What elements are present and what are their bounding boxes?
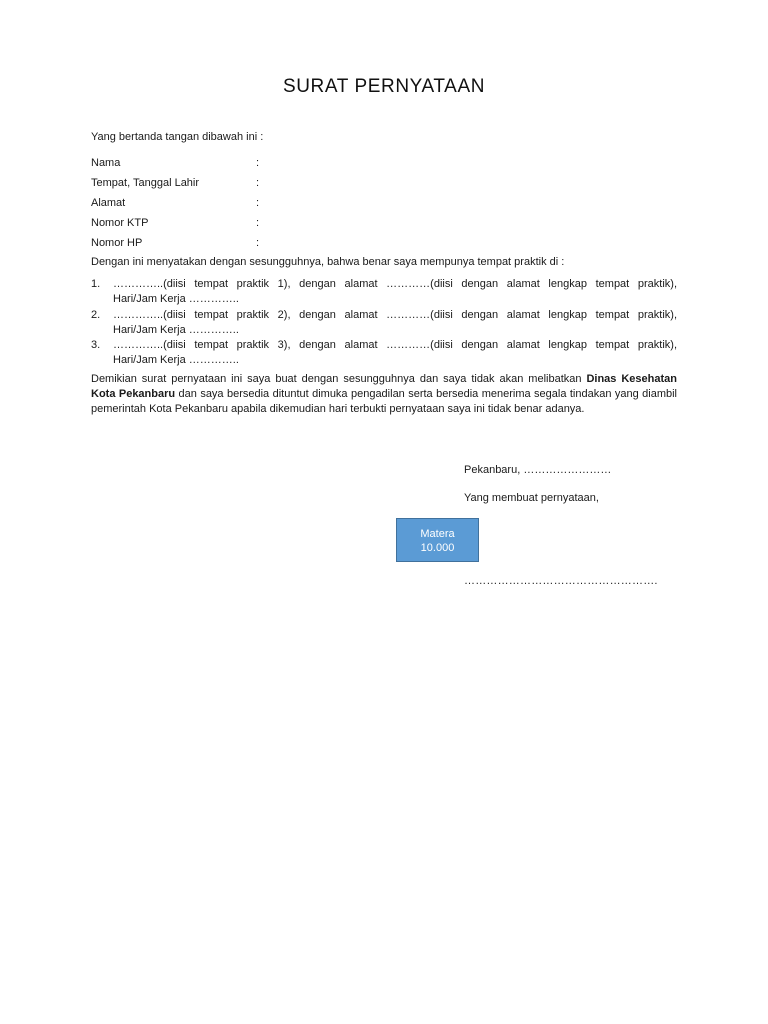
signature-maker-label: Yang membuat pernyataan, xyxy=(464,492,599,504)
field-label: Nomor HP xyxy=(91,236,143,249)
stamp-value: 10.000 xyxy=(420,542,455,555)
practice-line: …………..(diisi tempat praktik 1), dengan alamat …………(diisi dengan alamat lengkap tempat praktik), xyxy=(113,278,677,290)
signature-name-line: ……………………………………………. xyxy=(464,575,658,587)
intro-text: Yang bertanda tangan dibawah ini : xyxy=(91,131,264,143)
field-row-tempat-tanggal-lahir xyxy=(91,173,266,193)
list-number: 2. xyxy=(91,308,101,321)
list-body xyxy=(113,338,677,368)
field-row-nomor-hp xyxy=(91,233,266,253)
closing-text-after: dan saya bersedia dituntut dimuka pengadilan serta bersedia menerima segala tindakan yang diambil pemerintah Kota Pekanbaru apabila dikemudian hari terbukti pernyataan saya ini tidak benar adanya. xyxy=(91,387,677,415)
field-label: Tempat, Tanggal Lahir xyxy=(91,176,200,189)
identity-fields xyxy=(91,153,266,253)
list-item xyxy=(91,338,677,368)
practice-line: …………..(diisi tempat praktik 2), dengan alamat …………(diisi dengan alamat lengkap tempat praktik), xyxy=(113,308,677,321)
list-body xyxy=(113,277,677,307)
field-colon: : xyxy=(256,196,260,209)
page-title: SURAT PERNYATAAN xyxy=(282,76,486,97)
practice-hours: Hari/Jam Kerja ………….. xyxy=(113,354,239,367)
field-row-alamat xyxy=(91,193,266,213)
declaration-text: Dengan ini menyatakan dengan sesungguhnya, bahwa benar saya mempunya tempat praktik di : xyxy=(91,256,565,268)
field-colon: : xyxy=(256,236,260,249)
list-item xyxy=(91,308,677,338)
field-row-nomor-ktp xyxy=(91,213,266,233)
list-item xyxy=(91,277,677,307)
field-label: Nama xyxy=(91,156,121,169)
field-label: Alamat xyxy=(91,196,126,209)
closing-bold-institution: Dinas Kesehatan Kota Pekanbaru xyxy=(91,373,677,400)
field-label: Nomor KTP xyxy=(91,216,149,229)
list-body xyxy=(113,308,677,338)
practice-list xyxy=(91,277,677,369)
list-number: 3. xyxy=(91,339,101,352)
practice-hours: Hari/Jam Kerja ………….. xyxy=(113,323,239,336)
closing-paragraph xyxy=(91,372,677,417)
stamp-duty-box xyxy=(396,518,479,562)
list-number: 1. xyxy=(91,278,101,290)
closing-text-before: Demikian surat pernyataan ini saya buat dengan sesungguhnya dan saya tidak akan melibatkan xyxy=(91,373,587,385)
field-row-nama xyxy=(91,153,266,173)
field-colon: : xyxy=(256,176,260,189)
practice-hours: Hari/Jam Kerja ………….. xyxy=(113,292,239,305)
stamp-label: Matera xyxy=(420,528,455,540)
field-colon: : xyxy=(256,156,260,169)
signature-city-date: Pekanbaru, …………………… xyxy=(464,464,612,476)
practice-line: …………..(diisi tempat praktik 3), dengan alamat …………(diisi dengan alamat lengkap tempat praktik), xyxy=(113,339,677,352)
field-colon: : xyxy=(256,216,260,229)
